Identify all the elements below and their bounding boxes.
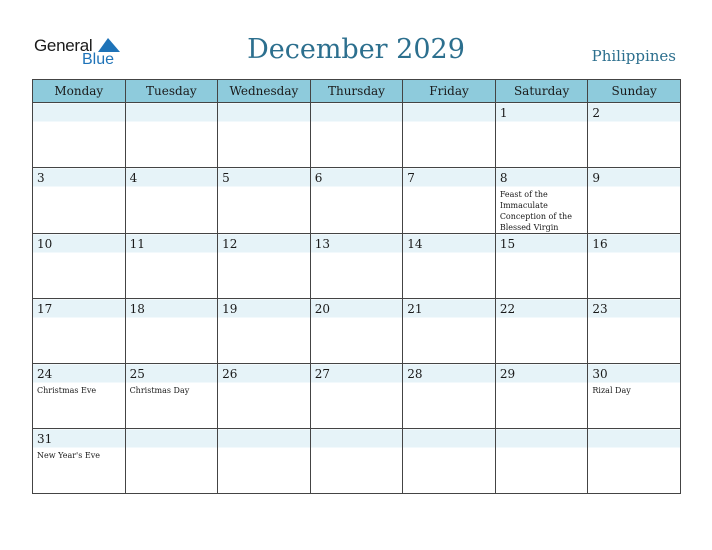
holiday-label: [403, 186, 495, 189]
holiday-label: [496, 431, 588, 434]
holiday-label: [588, 317, 680, 320]
holiday-label: [588, 121, 680, 124]
weekday-header: Friday: [403, 80, 496, 103]
day-cell: [125, 299, 218, 364]
day-cell: [403, 299, 496, 364]
day-cell: [588, 168, 681, 234]
day-cell: [495, 234, 588, 299]
holiday-label: [126, 317, 218, 320]
holiday-label: [588, 186, 680, 189]
day-number: 9: [592, 171, 601, 185]
day-number: 4: [129, 171, 138, 185]
day-cell: [218, 168, 311, 234]
holiday-label: [218, 105, 310, 108]
day-cell: [588, 429, 681, 494]
holiday-label: [126, 186, 218, 189]
week-row: [33, 429, 681, 494]
holiday-label: [33, 105, 125, 108]
logo-triangle-icon: [98, 38, 120, 52]
day-cell: [588, 364, 681, 429]
day-number: 25: [129, 367, 145, 381]
day-number: 17: [37, 302, 53, 316]
holiday-label: [126, 431, 218, 434]
holiday-label: [311, 252, 403, 255]
day-cell: [125, 364, 218, 429]
holiday-label: Feast of the Immaculate Conception of the Blessed Virgin: [499, 190, 572, 232]
day-cell: [33, 234, 126, 299]
holiday-label: [218, 382, 310, 385]
day-cell: [495, 299, 588, 364]
day-number: 23: [592, 302, 608, 316]
day-cell: [495, 364, 588, 429]
day-number: 14: [407, 237, 423, 251]
holiday-label: [33, 186, 125, 189]
day-cell: [588, 299, 681, 364]
brand-logo: [34, 36, 124, 70]
weekday-header: Monday: [33, 80, 126, 103]
day-cell: [310, 103, 403, 168]
day-number: 3: [37, 171, 45, 185]
week-row: [33, 364, 681, 429]
holiday-label: [33, 317, 125, 320]
country-label: Philippines: [591, 47, 676, 65]
day-cell: [218, 299, 311, 364]
holiday-label: [588, 252, 680, 255]
day-cell: [125, 429, 218, 494]
holiday-label: [311, 431, 403, 434]
day-cell: [33, 299, 126, 364]
holiday-label: [218, 431, 310, 434]
holiday-label: [403, 382, 495, 385]
day-number: 19: [222, 302, 238, 316]
day-number: 21: [407, 302, 423, 316]
holiday-label: New Year's Eve: [37, 451, 100, 460]
logo-word-general: General: [34, 36, 93, 55]
day-number: 1: [499, 106, 508, 120]
day-cell: [33, 168, 126, 234]
day-cell: [33, 103, 126, 168]
day-cell: [495, 103, 588, 168]
day-number: 5: [222, 171, 230, 185]
day-cell: [33, 429, 126, 494]
day-number: 28: [407, 367, 423, 381]
holiday-label: [403, 105, 495, 108]
day-cell: [125, 168, 218, 234]
day-number: 13: [314, 237, 330, 251]
calendar-title: December 2029: [247, 34, 465, 65]
holiday-label: [126, 105, 218, 108]
holiday-label: [311, 317, 403, 320]
holiday-label: [496, 121, 588, 124]
day-cell: [495, 168, 588, 234]
holiday-label: [403, 317, 495, 320]
day-cell: [310, 234, 403, 299]
holiday-label: Christmas Eve: [37, 386, 97, 395]
day-cell: [310, 299, 403, 364]
day-number: 24: [37, 367, 53, 381]
day-cell: [588, 234, 681, 299]
logo-word-blue: Blue: [82, 51, 115, 68]
holiday-label: [403, 252, 495, 255]
weekday-header: Tuesday: [125, 80, 218, 103]
holiday-label: [311, 382, 403, 385]
day-cell: [310, 429, 403, 494]
day-cell: [218, 364, 311, 429]
day-number: 6: [314, 171, 323, 185]
day-cell: [218, 429, 311, 494]
day-number: 20: [314, 302, 330, 316]
day-cell: [218, 103, 311, 168]
day-number: 16: [592, 237, 608, 251]
day-number: 2: [592, 106, 601, 120]
month-calendar: [32, 79, 681, 494]
day-cell: [310, 364, 403, 429]
holiday-label: [218, 252, 310, 255]
weekday-header: Thursday: [310, 80, 403, 103]
day-number: 8: [499, 171, 508, 185]
weekday-header: Saturday: [495, 80, 588, 103]
day-number: 31: [37, 432, 53, 446]
day-cell: [403, 103, 496, 168]
day-cell: [310, 168, 403, 234]
holiday-label: [588, 431, 680, 434]
week-row: [33, 299, 681, 364]
holiday-label: [311, 105, 403, 108]
weekday-header-row: [33, 80, 681, 103]
day-number: 12: [222, 237, 238, 251]
holiday-label: [126, 252, 218, 255]
holiday-label: [496, 382, 588, 385]
holiday-label: [33, 252, 125, 255]
day-number: 18: [129, 302, 145, 316]
holiday-label: [218, 317, 310, 320]
day-cell: [125, 103, 218, 168]
day-number: 30: [592, 367, 608, 381]
week-row: [33, 234, 681, 299]
weekday-header: Wednesday: [218, 80, 311, 103]
day-number: 15: [499, 237, 516, 251]
weekday-header: Sunday: [588, 80, 681, 103]
day-cell: [33, 364, 126, 429]
day-number: 10: [37, 237, 53, 251]
day-cell: [403, 429, 496, 494]
holiday-label: [496, 252, 588, 255]
day-cell: [218, 234, 311, 299]
day-number: 7: [407, 171, 415, 185]
holiday-label: Rizal Day: [592, 386, 631, 395]
holiday-label: Christmas Day: [129, 386, 190, 395]
day-cell: [403, 168, 496, 234]
day-cell: [495, 429, 588, 494]
day-number: 26: [222, 367, 238, 381]
day-number: 22: [499, 302, 516, 316]
week-row: [33, 103, 681, 168]
holiday-label: [218, 186, 310, 189]
day-number: 29: [499, 367, 516, 381]
holiday-label: [403, 431, 495, 434]
holiday-label: [311, 186, 403, 189]
day-cell: [588, 103, 681, 168]
day-cell: [403, 234, 496, 299]
day-cell: [125, 234, 218, 299]
holiday-label: [496, 317, 588, 320]
day-cell: [403, 364, 496, 429]
week-row: [33, 168, 681, 234]
day-number: 27: [314, 367, 330, 381]
day-number: 11: [129, 237, 145, 251]
